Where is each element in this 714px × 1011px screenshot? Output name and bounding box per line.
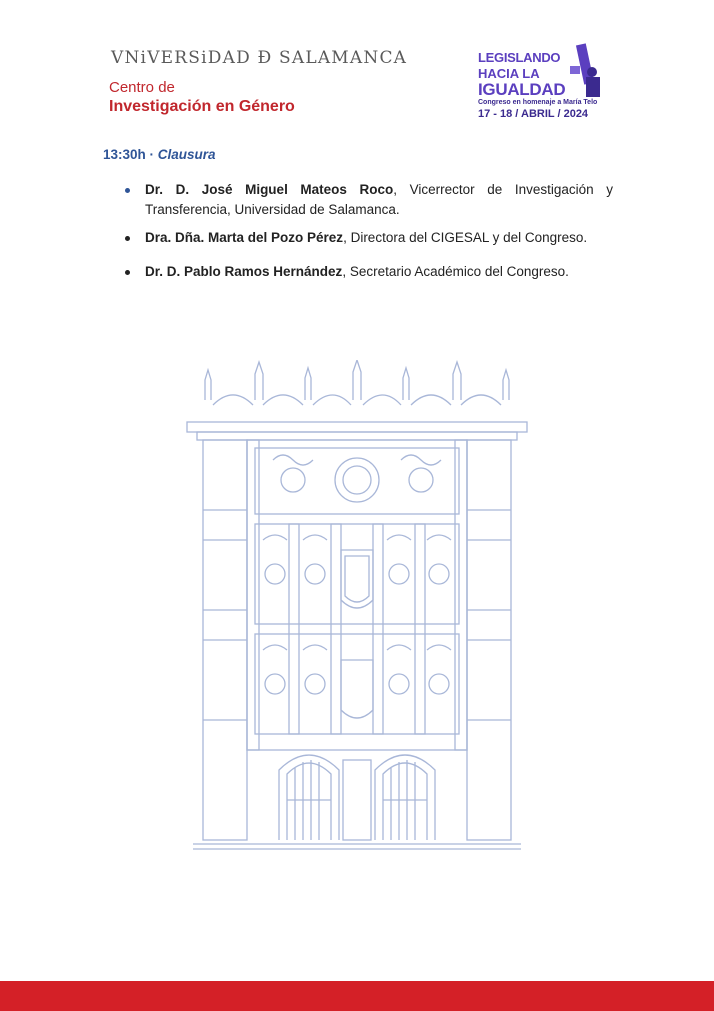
speaker-role: , Secretario Académico del Congreso. bbox=[342, 264, 569, 279]
bullet-icon bbox=[125, 188, 130, 193]
center-prefix: Centro de bbox=[109, 79, 175, 96]
logo-subtitle: Congreso en homenaje a María Telo bbox=[478, 99, 598, 106]
ornaments bbox=[263, 455, 451, 718]
speaker-name: Dra. Dña. Marta del Pozo Pérez bbox=[145, 230, 344, 245]
logo-line-1: LEGISLANDO bbox=[478, 50, 561, 65]
university-name: VNiVERSiDAD Ð SALAMANCA bbox=[111, 48, 408, 68]
logo-dates: 17 - 18 / ABRIL / 2024 bbox=[478, 108, 589, 120]
bullet-icon bbox=[125, 236, 130, 241]
session-heading bbox=[103, 147, 216, 162]
footer-bar bbox=[0, 981, 714, 1011]
list-item bbox=[123, 180, 613, 220]
bullet-icon bbox=[125, 270, 130, 275]
speaker-name: Dr. D. José Miguel Mateos Roco bbox=[145, 182, 394, 197]
session-separator: · bbox=[145, 147, 158, 162]
speaker-list bbox=[123, 180, 613, 282]
list-item bbox=[123, 228, 613, 248]
speaker-role: , Vicerrector de Investigación y Transferencia, Universidad de Salamanca. bbox=[145, 182, 614, 217]
speaker-name: Dr. D. Pablo Ramos Hernández bbox=[145, 264, 343, 279]
list-item bbox=[123, 262, 613, 282]
logo-line-2: HACIA LA bbox=[478, 66, 540, 81]
logo-line-3: IGUALDAD bbox=[478, 80, 566, 99]
center-name: Investigación en Género bbox=[109, 98, 295, 115]
raised-hands-figure-icon bbox=[566, 42, 606, 98]
doorways bbox=[279, 755, 435, 840]
session-time: 13:30h bbox=[103, 147, 146, 162]
session-title: Clausura bbox=[157, 147, 216, 162]
speaker-role: , Directora del CIGESAL y del Congreso. bbox=[343, 230, 588, 245]
pinnacles bbox=[205, 360, 509, 405]
congress-logo bbox=[478, 42, 606, 122]
university-facade-illustration bbox=[183, 360, 531, 850]
pilasters bbox=[247, 440, 467, 750]
